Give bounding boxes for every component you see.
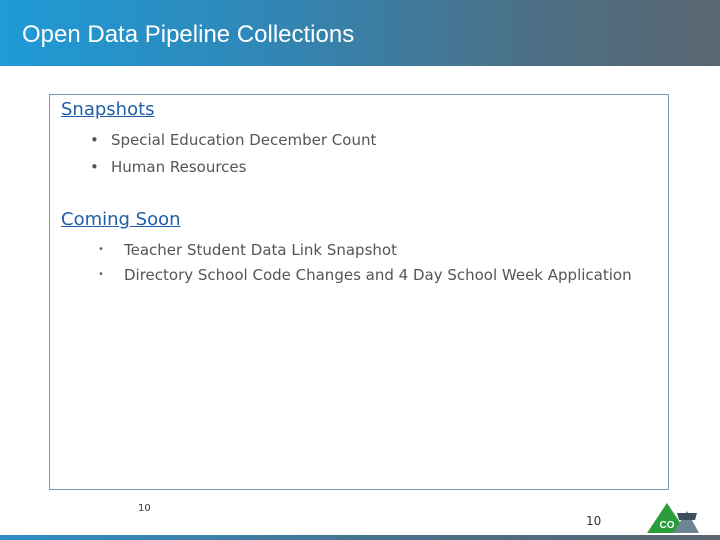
- list-item-text: Human Resources: [111, 158, 247, 176]
- list-item-text: Special Education December Count: [111, 131, 377, 149]
- snapshots-heading: Snapshots: [61, 99, 155, 120]
- logo-text: CO: [659, 520, 675, 531]
- page-number: 10: [586, 514, 602, 528]
- content-box: [49, 94, 669, 490]
- bullet-icon: •: [98, 244, 104, 255]
- title-bar: [0, 0, 720, 66]
- list-item-text: Directory School Code Changes and 4 Day School Week Application: [124, 266, 632, 284]
- list-item-text: Teacher Student Data Link Snapshot: [124, 241, 397, 259]
- coming-soon-heading: Coming Soon: [61, 209, 181, 230]
- bottom-bar: [0, 535, 720, 540]
- bullet-icon: •: [98, 269, 104, 280]
- page-number-small: 10: [138, 503, 151, 514]
- bullet-icon: •: [90, 158, 99, 176]
- slide-title: Open Data Pipeline Collections: [22, 21, 355, 48]
- bullet-icon: •: [90, 131, 99, 149]
- colorado-logo-icon: [647, 503, 699, 533]
